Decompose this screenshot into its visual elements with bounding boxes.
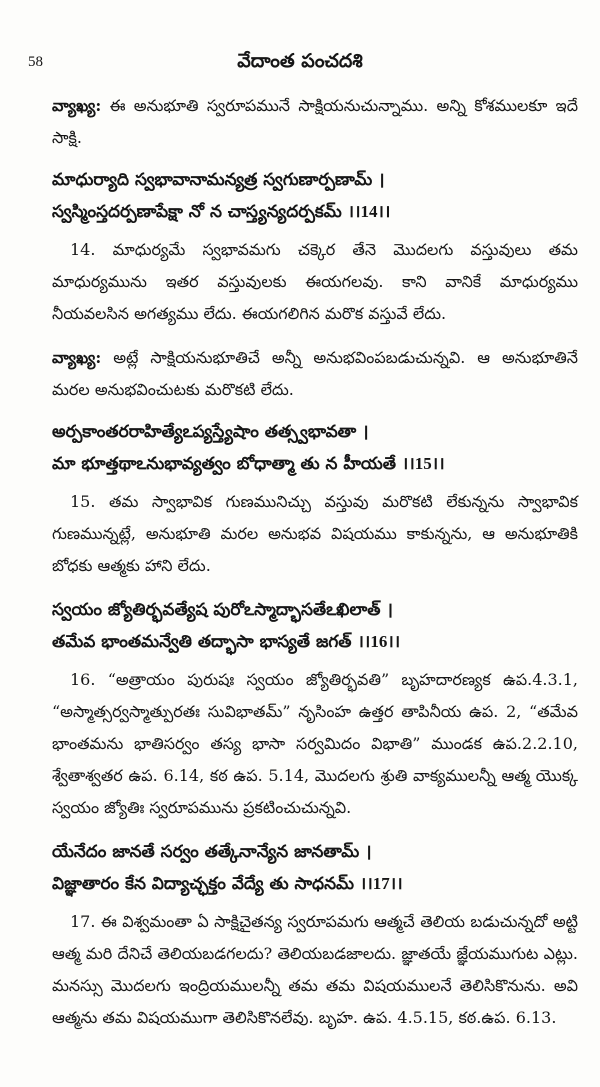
verse-line (52, 448, 578, 480)
commentary-text: ఈ అనుభూతి స్వరూపమునే సాక్షియనుచున్నాము. అన్ని కోశములకూ ఇదే సాక్షి. (52, 96, 578, 147)
commentary-text: అట్లే సాక్షియనుభూతిచే అన్నీ అనుభవింపబడుచున్నవి. ఆ అనుభూతినే మరల అనుభవించుటకు మరొకటి లేదు. (52, 348, 578, 399)
commentary-label: వ్యాఖ్య: (52, 96, 102, 115)
verse-text: విజ్ఞాతారం కేన విద్యాచ్ఛక్తం వేద్యే తు సాధనమ్ (52, 874, 354, 894)
verse-line: యేనేదం జానతే సర్వం తత్కేనాన్యేన జానతామ్ । (52, 842, 372, 862)
verse-16 (52, 594, 578, 658)
verse-line: స్వయం జ్యోతిర్భవత్యేష పురోఽస్మాద్భాసతేఽఖిలాత్ । (52, 600, 393, 620)
verse-number: ।।16।। (357, 632, 401, 651)
page-body (52, 90, 578, 1046)
verse-meaning-15: 15. తమ స్వాభావిక గుణమునిచ్చు వస్తువు మరొకటి లేకున్నను స్వాభావిక గుణమున్నట్లే, అనుభూతి మరల అనుభవ విషయము కాకున్నను, ఆ అనుభూతికి బోధకు ఆత్మకు హాని లేదు. (52, 492, 578, 575)
verse-number: ।।17।। (359, 874, 403, 893)
commentary-2 (52, 342, 578, 406)
verse-meaning-14: 14. మాధుర్యమే స్వభావమగు చక్కెర తేనె మొదలగు వస్తువులు తమ మాధుర్యమును ఇతర వస్తువులకు ఈయగలవు. కాని వానికే మాధుర్యము నీయవలసిన అగత్యము లేదు. ఈయగలిగిన మరొక వస్తువే లేదు. (52, 240, 578, 323)
verse-text: తమేవ భాంతమన్వేతి తద్భాసా భాస్యతే జగత్ (52, 632, 352, 652)
commentary-1 (52, 90, 578, 154)
verse-text: మా భూత్తథాఽనుభావ్యత్వం బోధాత్మా తు న హీయతే (52, 454, 396, 474)
verse-number: ।।15।। (401, 454, 445, 473)
verse-number: ।।14।। (347, 202, 391, 221)
commentary-label: వ్యాఖ్య: (52, 348, 102, 367)
verse-15 (52, 416, 578, 480)
verse-line (52, 868, 578, 900)
verse-text: స్వస్మింస్తదర్పణాపేక్షా నో న చాస్త్యన్యదర్పకమ్ (52, 202, 342, 222)
page-header (0, 50, 600, 80)
verse-meaning-17: 17. ఈ విశ్వమంతా ఏ సాక్షిచైతన్య స్వరూపమగు ఆత్మచే తెలియ బడుచున్నదో అట్టి ఆత్మ మరి దేనిచే తెలియబడగలదు? తెలియబడజాలదు. జ్ఞాతయే జ్ఞేయముగుట ఎట్లు. మనస్సు మొదలగు ఇంద్రియములన్నీ తమ తమ విషయములనే తెలిసికొనును. అవి ఆత్మను తమ విషయముగా తెలిసికొనలేవు. బృహ. ఉప. 4.5.15, కఠ.ఉప. 6.13. (52, 912, 578, 1027)
verse-line: మాధుర్యాది స్వభావానామన్యత్ర స్వగుణార్పణామ్ । (52, 170, 385, 190)
page-number: 58 (28, 54, 43, 70)
running-title: వేదాంత పంచదశి (237, 50, 363, 72)
verse-line (52, 196, 578, 228)
verse-14 (52, 164, 578, 228)
verse-line (52, 626, 578, 658)
verse-meaning-16: 16. “అత్రాయం పురుషః స్వయం జ్యోతిర్భవతి” బృహదారణ్యక ఉప.4.3.1, “అస్మాత్సర్వస్మాత్పురతః సువిభాతమ్” నృసింహ ఉత్తర తాపినీయ ఉప. 2, “తమేవ భాంతమను భాతిసర్వం తస్య భాసా సర్వమిదం విభాతి” ముండక ఉప.2.2.10, శ్వేతాశ్వతర ఉప. 6.14, కఠ ఉప. 5.14, మొదలగు శ్రుతి వాక్యములన్నీ ఆత్మ యొక్క స్వయం జ్యోతిః స్వరూపమును ప్రకటించుచున్నవి. (52, 670, 578, 817)
verse-line: అర్పకాంతరరాహిత్యేఽప్యస్త్యేషాం తత్స్వభావతా । (52, 422, 369, 442)
verse-17 (52, 836, 578, 900)
